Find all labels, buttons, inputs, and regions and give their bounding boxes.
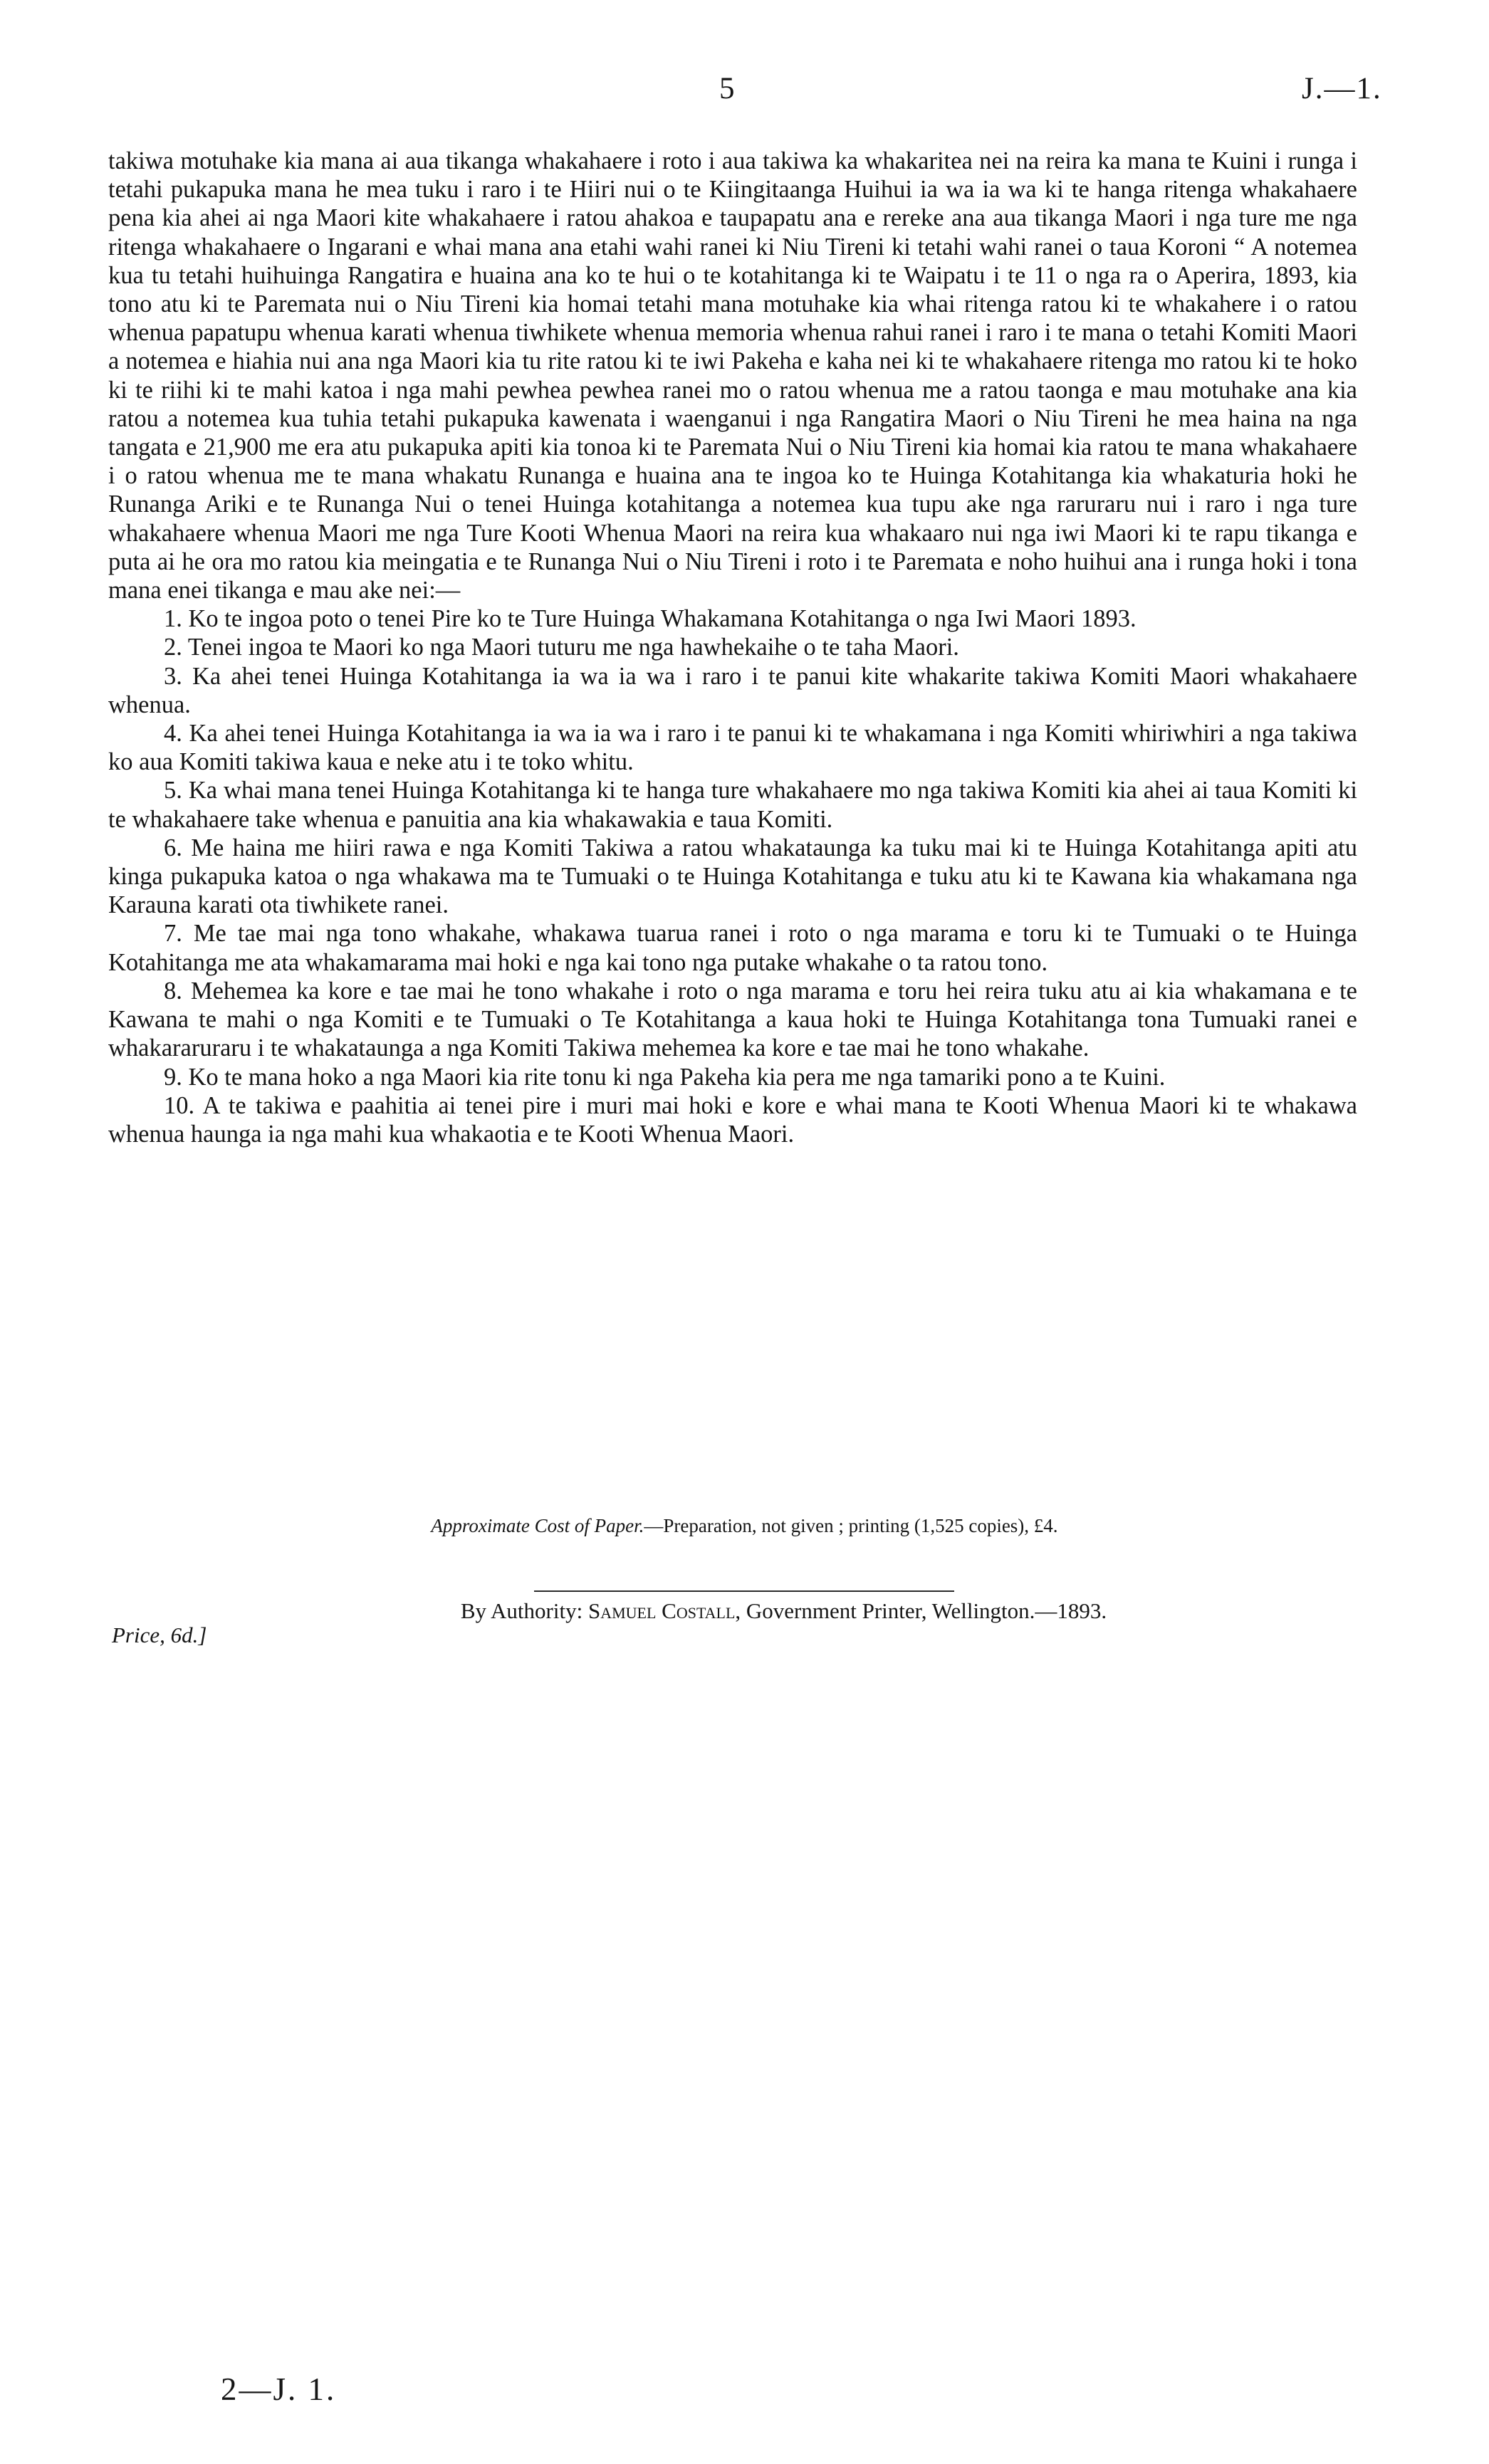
section-6: 6. Me haina me hiiri rawa e nga Komiti Takiwa a ratou whakataunga ka tuku mai ki te Huinga Kotahitanga apiti atu kinga pukapuka katoa o nga whakawa ma te Tumuaki o te Huinga Kotahitanga e tuku atu ki te Kawana kia whakamana nga Karauna karati ota tiwhikete ranei.	[108, 834, 1357, 919]
bill-text	[108, 147, 1357, 1148]
authority-suffix: , Government Printer, Wellington.—1893.	[735, 1598, 1107, 1623]
section-8: 8. Mehemea ka kore e tae mai he tono whakahe i roto o nga marama e toru hei reira tuku atu ai kia whakamana e te Kawana te mahi o nga Komiti e te Tumuaki o Te Kotahitanga a kaua hoki te Huinga Kotahitanga tona Tumuaki ranei e whakararuraru i te whakataunga a nga Komiti Takiwa mehemea ka kore e tae mai he tono whakahe.	[108, 977, 1357, 1062]
section-1: 1. Ko te ingoa poto o tenei Pire ko te Ture Huinga Whakamana Kotahitanga o nga Iwi Maori 1893.	[164, 605, 1137, 633]
sheet-signature: 2—J. 1.	[221, 2371, 337, 2407]
authority-prefix: By Authority:	[460, 1598, 588, 1623]
preamble-paragraph: takiwa motuhake kia mana ai aua tikanga whakahaere i roto i aua takiwa ka whakaritea nei na reira ka mana te Kuini i runga i tetahi pukapuka mana he mea tuku i raro i te Hiiri nui o te Kiingitaanga Huihui ia wa ia wa ki te hanga ritenga whakahaere pena kia ahei ai nga Maori kite whakahaere i ratou ahakoa e taupapatu ana e rereke ana aua tikanga Maori i nga ture me nga ritenga whakahaere o Ingarani e whai mana ana etahi wahi ranei ki Niu Tireni ki tetahi wahi ranei o taua Koroni “ A notemea kua tu tetahi huihuinga Rangatira e huaina ana ko te hui o te kotahitanga ki te Waipatu i te 11 o nga ra o Aperira, 1893, kia tono atu ki te Paremata nui o Niu Tireni kia homai tetahi mana motuhake kia whai ritenga ratou ki te whakahere i o ratou whenua papatupu whenua karati whenua tiwhikete whenua memoria whenua rahui ranei i raro i te mana o tetahi Komiti Maori a notemea e hiahia nui ana nga Maori kia tu rite ratou ki te iwi Pakeha e kaha nei ki te whakahaere ritenga mo ratou ki te hoko ki te riihi ki te mahi katoa i nga mahi pewhea pewhea ranei mo o ratou whenua me a ratou taonga e mau motuhake ana kia ratou a notemea kua tuhia tetahi pukapuka kawenata i waenganui i nga Rangatira Maori o Niu Tireni he mea haina na nga tangata e 21,900 me era atu pukapuka apiti kia tonoa ki te Paremata Nui o Niu Tireni kia homai kia ratou te mana whakahaere i o ratou whenua me te mana whakatu Runanga e huaina ana te ingoa ko te Huinga Kotahitanga kia whakaturia hoki he Runanga Ariki e te Runanga Nui o tenei Huinga kotahitanga a notemea kua tupu ake nga raruraru nui i raro i nga ture whakahaere whenua Maori me nga Ture Kooti Whenua Maori na reira kua whakaaro nui nga iwi Maori ki te rapu tikanga e puta ai he ora mo ratou kia meingatia e te Runanga Nui o Niu Tireni i roto i te Paremata e noho huihui ana i runga hoki i tona mana enei tikanga e mau ake nei:—	[108, 147, 1357, 604]
section-4: 4. Ka ahei tenei Huinga Kotahitanga ia wa ia wa i raro i te panui ki te whakamana i nga Komiti whiriwhiri a nga takiwa ko aua Komiti takiwa kaua e neke atu i te toko whitu.	[108, 720, 1357, 776]
price-label: Price, 6d.]	[112, 1622, 207, 1647]
document-reference: J.—1.	[1302, 72, 1382, 105]
printer-imprint	[0, 1598, 1489, 1625]
printing-cost-note	[0, 1514, 1489, 1538]
footer-divider	[534, 1590, 954, 1592]
page-number: 5	[719, 72, 735, 105]
section-10: 10. A te takiwa e paahitia ai tenei pire i muri mai hoki e kore e whai mana te Kooti Whenua Maori ki te whakawa whenua haunga ia nga mahi kua whakaotia e te Kooti Whenua Maori.	[108, 1091, 1357, 1148]
section-9: 9. Ko te mana hoko a nga Maori kia rite tonu ki nga Pakeha kia pera me nga tamariki pono a te Kuini.	[164, 1063, 1166, 1091]
printer-name: Samuel Costall	[587, 1598, 736, 1623]
section-7: 7. Me tae mai nga tono whakahe, whakawa tuarua ranei i roto o nga marama e toru ki te Tumuaki o te Huinga Kotahitanga me ata whakamarama mai hoki e nga kai tono nga putake whakahe o ta ratou tono.	[108, 920, 1357, 976]
cost-detail: —Preparation, not given ; printing (1,525 copies), £4.	[644, 1515, 1058, 1536]
section-2: 2. Tenei ingoa te Maori ko nga Maori tuturu me nga hawhekaihe o te taha Maori.	[164, 634, 959, 661]
section-3: 3. Ka ahei tenei Huinga Kotahitanga ia wa ia wa i raro i te panui kite whakarite takiwa Komiti Maori whakahaere whenua.	[108, 662, 1357, 718]
cost-label: Approximate Cost of Paper.	[431, 1515, 644, 1536]
section-5: 5. Ka whai mana tenei Huinga Kotahitanga ki te hanga ture whakahaere mo nga takiwa Komiti kia ahei ai taua Komiti ki te whakahaere take whenua e panuitia ana kia whakawakia e taua Komiti.	[108, 777, 1357, 833]
